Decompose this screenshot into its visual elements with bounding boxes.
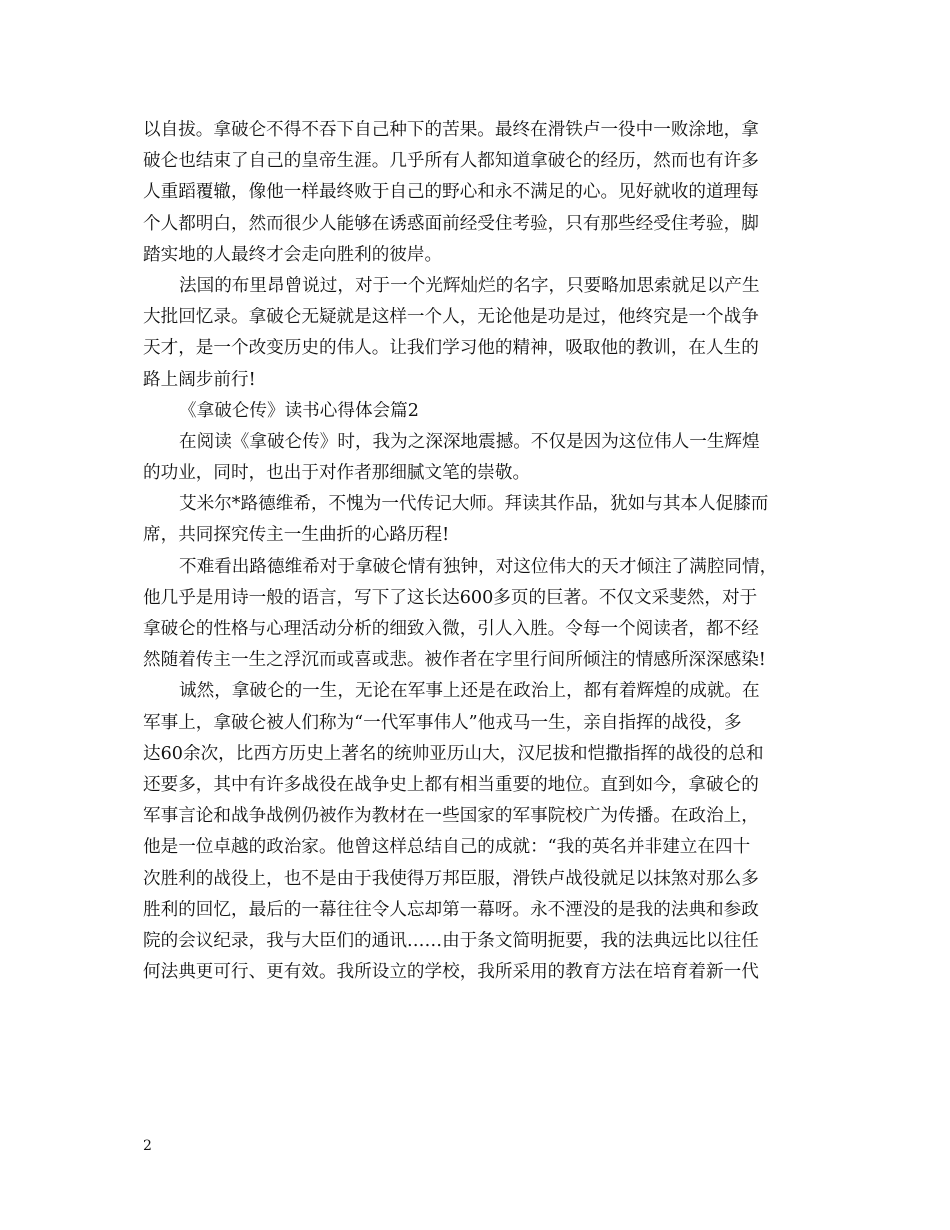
text-line: 的功业，同时，也出于对作者那细腻文笔的崇敬。 [143,463,531,484]
text-line: 大批回忆录。拿破仑无疑就是这样一个人，无论他是功是过，他终究是一个战争 [143,307,759,328]
text-line: 然随着传主一生之浮沉而或喜或悲。被作者在字里行间所倾注的情感所深深感染! [143,650,766,671]
text-line: 在阅读《拿破仑传》时，我为之深深地震撼。不仅是因为这位伟人一生辉煌 [179,431,760,452]
text-line: 不难看出路德维希对于拿破仑情有独钟，对这位伟大的天才倾注了满腔同情， [179,556,778,577]
text-line: 天才，是一个改变历史的伟人。让我们学习他的精神，吸取他的教训，在人生的 [143,338,759,359]
text-line: 还要多，其中有许多战役在战争史上都有相当重要的地位。直到如今，拿破仑的 [143,774,759,795]
text-line: 路上阔步前行! [143,369,256,390]
text-line: 他几乎是用诗一般的语言，写下了这长达600多页的巨著。不仅文采斐然，对于 [143,587,758,608]
text-line: 《拿破仑传》读书心得体会篇2 [179,400,419,421]
text-line: 法国的布里昂曾说过，对于一个光辉灿烂的名字，只要略加思索就足以产生 [179,275,760,296]
text-line: 拿破仑的性格与心理活动分析的细致入微，引人入胜。令每一个阅读者，都不经 [143,619,759,639]
text-line: 院的会议纪录，我与大臣们的通讯……由于条文简明扼要，我的法典远比以往任 [143,930,759,951]
text-line: 破仑也结束了自己的皇帝生涯。几乎所有人都知道拿破仑的经历，然而也有许多 [143,151,759,172]
text-line: 达60余次，比西方历史上著名的统帅亚历山大，汉尼拔和恺撒指挥的战役的总和 [143,743,764,764]
text-line: 诚然，拿破仑的一生，无论在军事上还是在政治上，都有着辉煌的成就。在 [179,681,760,702]
text-line: 军事上，拿破仑被人们称为“一代军事伟人”他戎马一生，亲自指挥的战役，多 [143,712,742,733]
document-body [143,115,823,988]
text-line: 人重蹈覆辙，像他一样最终败于自己的野心和永不满足的心。见好就收的道理每 [143,182,759,203]
text-line: 个人都明白，然而很少人能够在诱惑面前经受住考验，只有那些经受住考验，脚 [143,213,759,234]
page-number: 2 [143,1138,152,1154]
text-line: 席，共同探究传主一生曲折的心路历程! [143,525,450,546]
text-line: 何法典更可行、更有效。我所设立的学校，我所采用的教育方法在培育着新一代 [143,962,759,983]
text-line: 以自拔。拿破仑不得不吞下自己种下的苦果。最终在滑铁卢一役中一败涂地，拿 [143,120,759,140]
text-line: 他是一位卓越的政治家。他曾这样总结自己的成就：“我的英名并非建立在四十 [143,837,751,858]
text-line: 军事言论和战争战例仍被作为教材在一些国家的军事院校广为传播。在政治上， [143,806,759,827]
text-line: 次胜利的战役上，也不是由于我使得万邦臣服，滑铁卢战役就足以抹煞对那么多 [143,868,759,889]
text-line: 胜利的回忆，最后的一幕往往令人忘却第一幕呀。永不湮没的是我的法典和参政 [143,899,759,920]
text-line: 踏实地的人最终才会走向胜利的彼岸。 [143,244,443,265]
text-line: 艾米尔*路德维希，不愧为一代传记大师。拜读其作品，犹如与其本人促膝而 [179,494,769,515]
